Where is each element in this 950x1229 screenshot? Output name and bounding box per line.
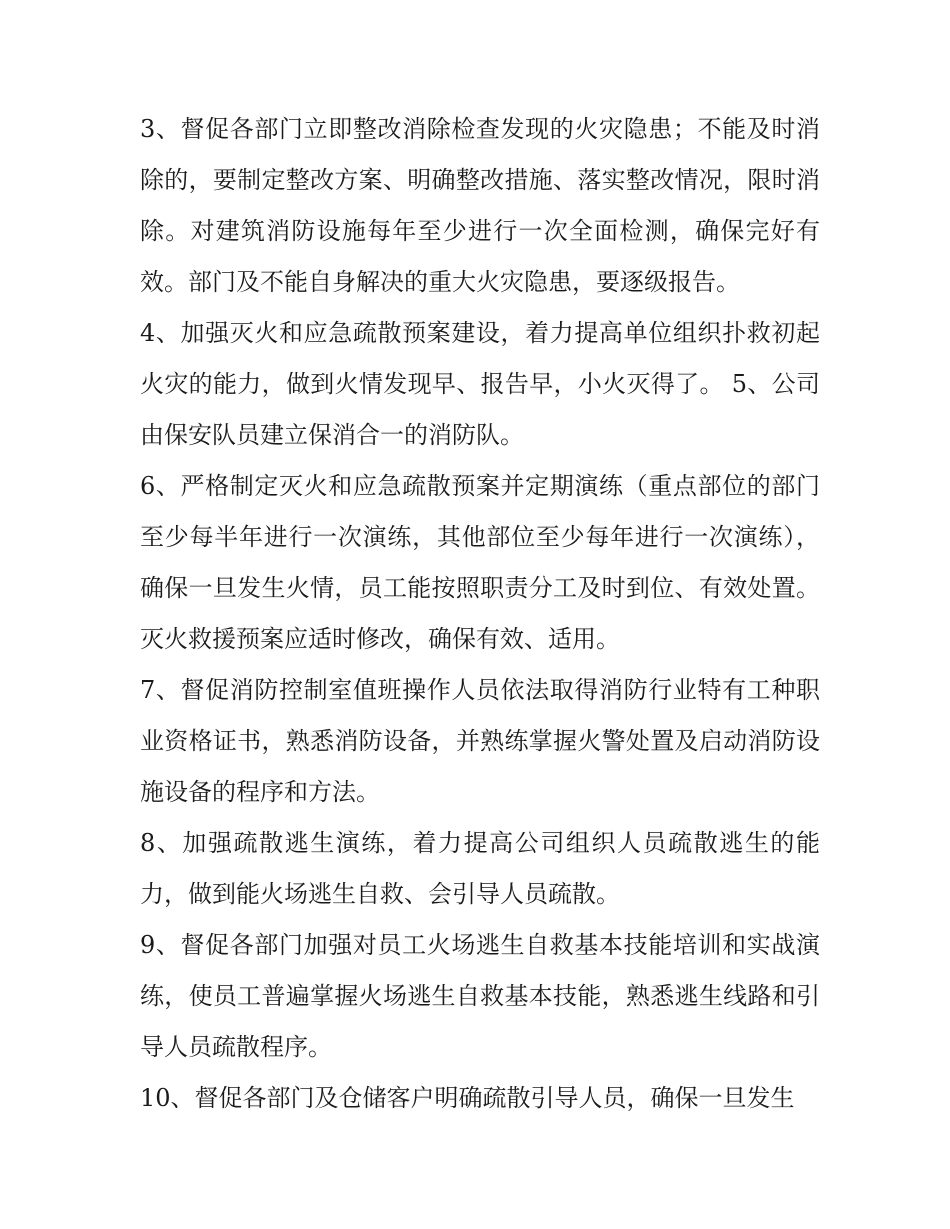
paragraph-item-9: 9、督促各部门加强对员工火场逃生自救基本技能培训和实战演练，使员工普遍掌握火场逃生自救基本技能，熟悉逃生线路和引导人员疏散程序。 bbox=[140, 931, 820, 1061]
paragraph-item-7: 7、督促消防控制室值班操作人员依法取得消防行业特有工种职业资格证书，熟悉消防设备，并熟练掌握火警处置及启动消防设施设备的程序和方法。 bbox=[140, 676, 820, 806]
paragraph-item-8: 8、加强疏散逃生演练，着力提高公司组织人员疏散逃生的能力，做到能火场逃生自救、会引导人员疏散。 bbox=[140, 829, 820, 908]
paragraph-item-10: 10、督促各部门及仓储客户明确疏散引导人员，确保一旦发生 bbox=[140, 1084, 795, 1112]
document-body bbox=[140, 104, 820, 1124]
paragraph-item-4-5: 4、加强灭火和应急疏散预案建设，着力提高单位组织扑救初起火灾的能力，做到火情发现早、报告早，小火灭得了。 5、公司由保安队员建立保消合一的消防队。 bbox=[140, 319, 820, 449]
paragraph-item-6: 6、严格制定灭火和应急疏散预案并定期演练（重点部位的部门至少每半年进行一次演练，其他部位至少每年进行一次演练），确保一旦发生火情，员工能按照职责分工及时到位、有效处置。灭火救援预案应适时修改，确保有效、适用。 bbox=[140, 472, 820, 653]
paragraph-item-3: 3、督促各部门立即整改消除检查发现的火灾隐患；不能及时消除的，要制定整改方案、明确整改措施、落实整改情况，限时消除。对建筑消防设施每年至少进行一次全面检测，确保完好有效。部门及不能自身解决的重大火灾隐患，要逐级报告。 bbox=[140, 115, 820, 296]
